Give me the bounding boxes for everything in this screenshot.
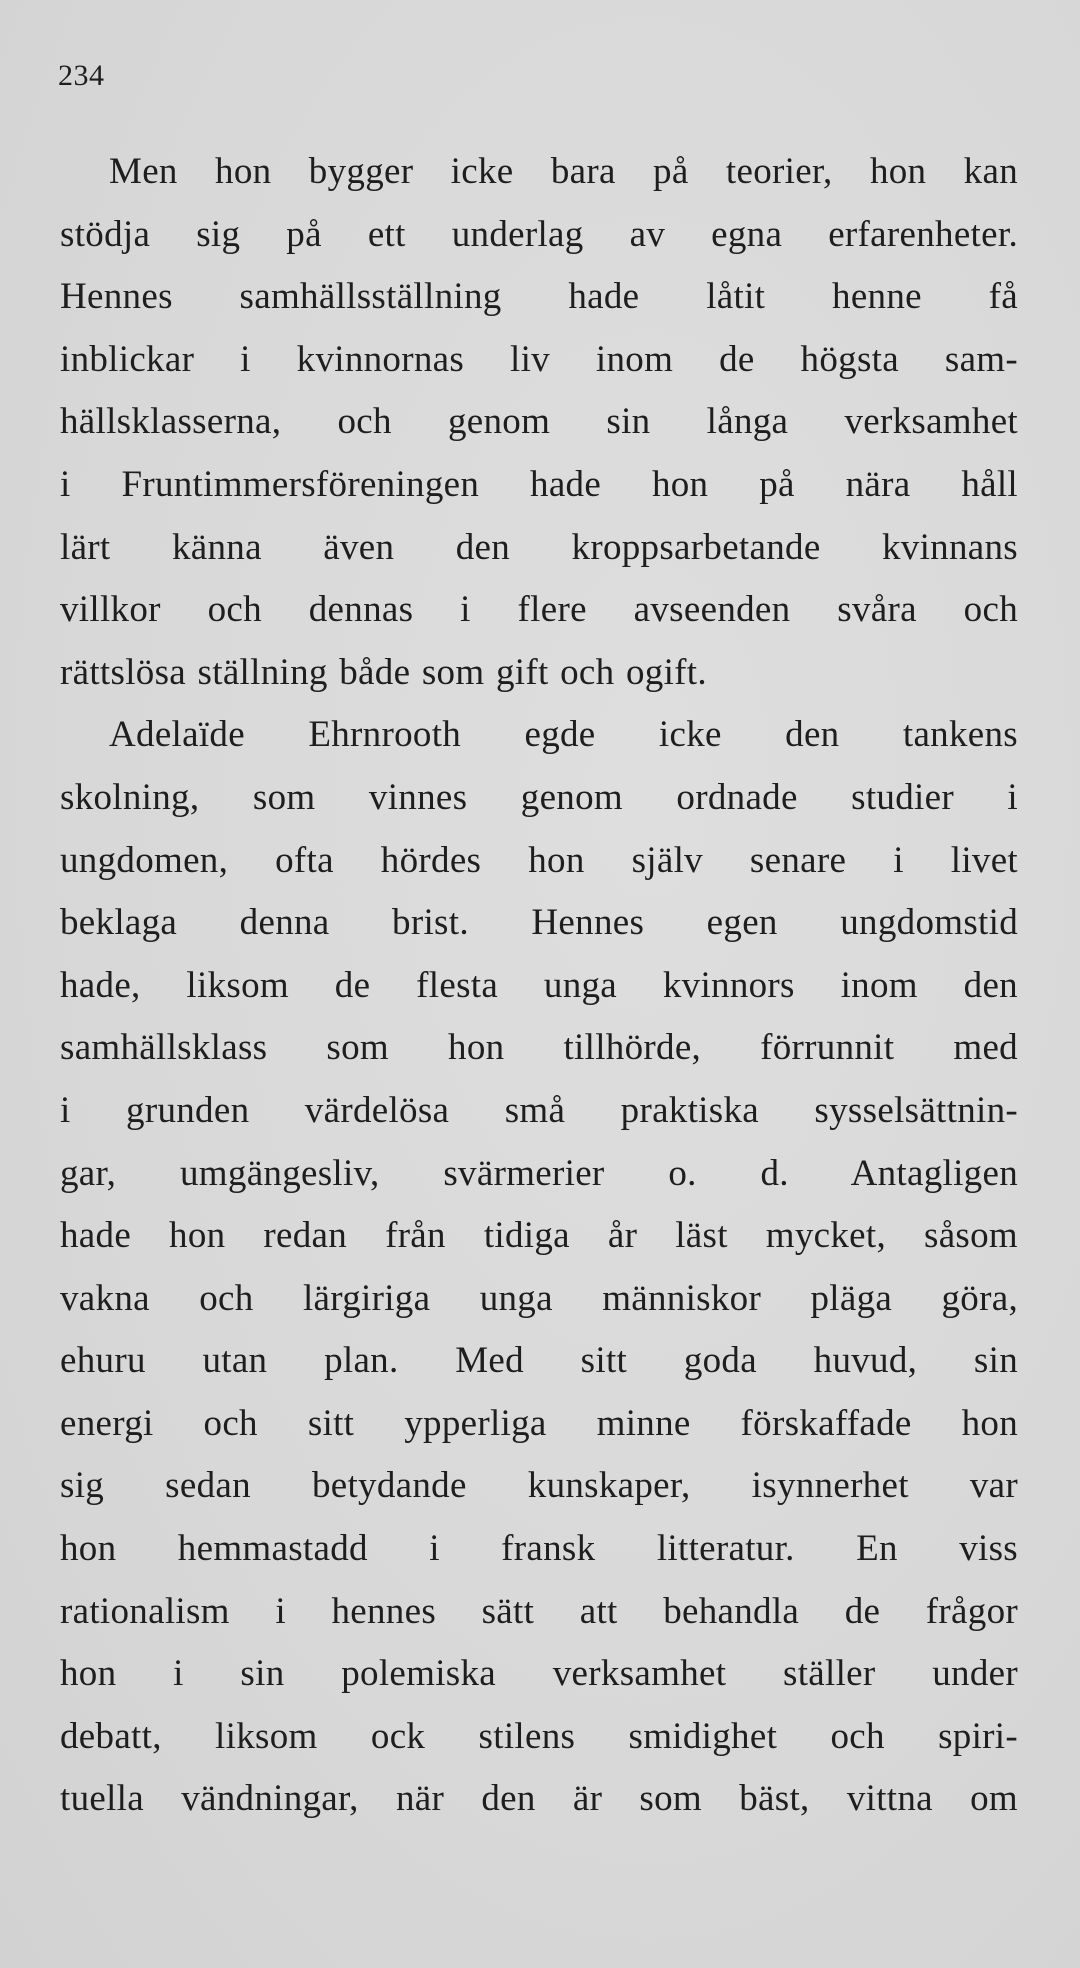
text-line: ehuru utan plan. Med sitt goda huvud, sin (60, 1340, 1018, 1382)
text-line: rationalism i hennes sätt att behandla de frågor (60, 1590, 1018, 1632)
text-line: inblickar i kvinnornas liv inom de högsta sam- (60, 338, 1018, 380)
text-line: beklaga denna brist. Hennes egen ungdomstid (60, 902, 1018, 944)
text-line: debatt, liksom ock stilens smidighet och spiri- (60, 1715, 1018, 1757)
text-line: rättslösa ställning både som gift och ogift. (60, 651, 707, 693)
text-line: hon i sin polemiska verksamhet ställer under (60, 1653, 1018, 1695)
body-text (60, 141, 1018, 1831)
text-line: hon hemmastadd i fransk litteratur. En viss (60, 1528, 1018, 1570)
text-line: vakna och lärgiriga unga människor pläga göra, (60, 1277, 1018, 1319)
text-line: energi och sitt ypperliga minne förskaffade hon (60, 1402, 1018, 1444)
page-number: 234 (58, 59, 105, 92)
text-line: Hennes samhällsställning hade låtit henne få (60, 276, 1018, 318)
text-line: i Fruntimmersföreningen hade hon på nära håll (60, 463, 1018, 505)
text-line: hällsklasserna, och genom sin långa verksamhet (60, 401, 1018, 443)
text-line: sig sedan betydande kunskaper, isynnerhet var (60, 1465, 1018, 1507)
text-line: gar, umgängesliv, svärmerier o. d. Antagligen (60, 1152, 1018, 1194)
text-line: skolning, som vinnes genom ordnade studier i (60, 776, 1018, 818)
text-line: hade hon redan från tidiga år läst mycket, såsom (60, 1215, 1018, 1257)
text-line: villkor och dennas i flere avseenden svåra och (60, 589, 1018, 631)
text-line: stödja sig på ett underlag av egna erfarenheter. (60, 213, 1018, 255)
text-line: Adelaïde Ehrnrooth egde icke den tankens (109, 714, 1018, 756)
text-line: samhällsklass som hon tillhörde, förrunnit med (60, 1027, 1018, 1069)
text-line: lärt känna även den kroppsarbetande kvinnans (60, 526, 1018, 568)
text-line: Men hon bygger icke bara på teorier, hon kan (109, 151, 1018, 192)
text-line: tuella vändningar, när den är som bäst, vittna om (60, 1778, 1018, 1820)
text-line: i grunden värdelösa små praktiska sysselsättnin- (60, 1089, 1018, 1131)
text-line: hade, liksom de flesta unga kvinnors inom den (60, 964, 1018, 1006)
text-line: ungdomen, ofta hördes hon själv senare i livet (60, 839, 1018, 881)
